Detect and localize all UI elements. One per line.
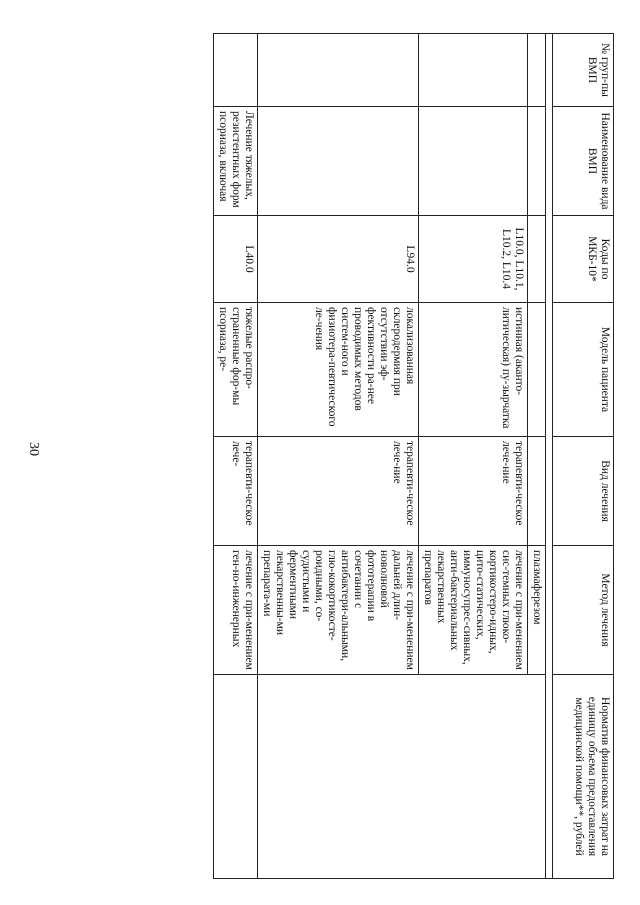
row-gap: [546, 34, 553, 879]
cell-codes: L10.0, L10.1, L10.2, L10.4: [419, 216, 528, 303]
page-number: 30: [26, 442, 41, 456]
cell-treatment-type: [528, 437, 546, 546]
cell-name: Лечение тяжелых, резистентных форм псориаза, включая: [214, 107, 258, 216]
table-row: [528, 34, 546, 879]
header-row: [553, 34, 614, 879]
cell-norm: [214, 675, 258, 879]
cell-model: [528, 303, 546, 437]
cell-group: [419, 34, 528, 107]
table-row: [546, 34, 553, 879]
header-model: Модель пациента: [553, 303, 614, 437]
table-row: [214, 34, 258, 879]
cell-method: лечение с при-менением ген-но-инженерных: [214, 546, 258, 675]
header-treatment-type: Вид лечения: [553, 437, 614, 546]
cell-method: плазмаферезом: [528, 546, 546, 675]
cell-codes: [528, 216, 546, 303]
cell-model: локализованная склеродермия при отсутствии эф-фективности ра-нее проводимых методов систем-ного и физиотера-певтического ле-чения: [258, 303, 419, 437]
cell-method: лечение с при-менением дальней длин-новолновой фототерапии в сочетании с антибактери-альными, глю-кокортикосте-роидными, со-судистыми и ферментными лекарственны-ми препарата-ми: [258, 546, 419, 675]
cell-name: [258, 107, 419, 216]
header-name: Наименование вида ВМП: [553, 107, 614, 216]
cell-group: [214, 34, 258, 107]
header-group: № груп-пы ВМП: [553, 34, 614, 107]
cell-treatment-type: терапевти-ческое лече-ние: [419, 437, 528, 546]
header-norm: Норматив финансовых затрат на единицу объема предоставления медицинской помощи**, рублей: [553, 675, 614, 879]
cell-codes: L40.0: [214, 216, 258, 303]
cell-group: [258, 34, 419, 107]
cell-model: тяжелые распро-страненные фор-мы псориаза, ре-: [214, 303, 258, 437]
rotated-page: [22, 33, 614, 857]
cell-codes: L94.0: [258, 216, 419, 303]
header-codes: Коды по МКБ-10*: [553, 216, 614, 303]
cell-name: [419, 107, 528, 216]
cell-method: лечение с при-менением сис-темных глюко-кортикостеро-идных, цито-статических, иммуносупрес-сивных, анти-бактериальных лекарственных препаратов: [419, 546, 528, 675]
cell-treatment-type: терапевти-ческое лече-: [214, 437, 258, 546]
cell-model: истинная (аканто-литическая) пу-зырчатка: [419, 303, 528, 437]
cell-name: [528, 107, 546, 216]
cell-treatment-type: терапевти-ческое лече-ние: [258, 437, 419, 546]
header-method: Метод лечения: [553, 546, 614, 675]
cell-group: [528, 34, 546, 107]
vmp-table: [213, 33, 614, 879]
cell-norm: [258, 675, 546, 879]
